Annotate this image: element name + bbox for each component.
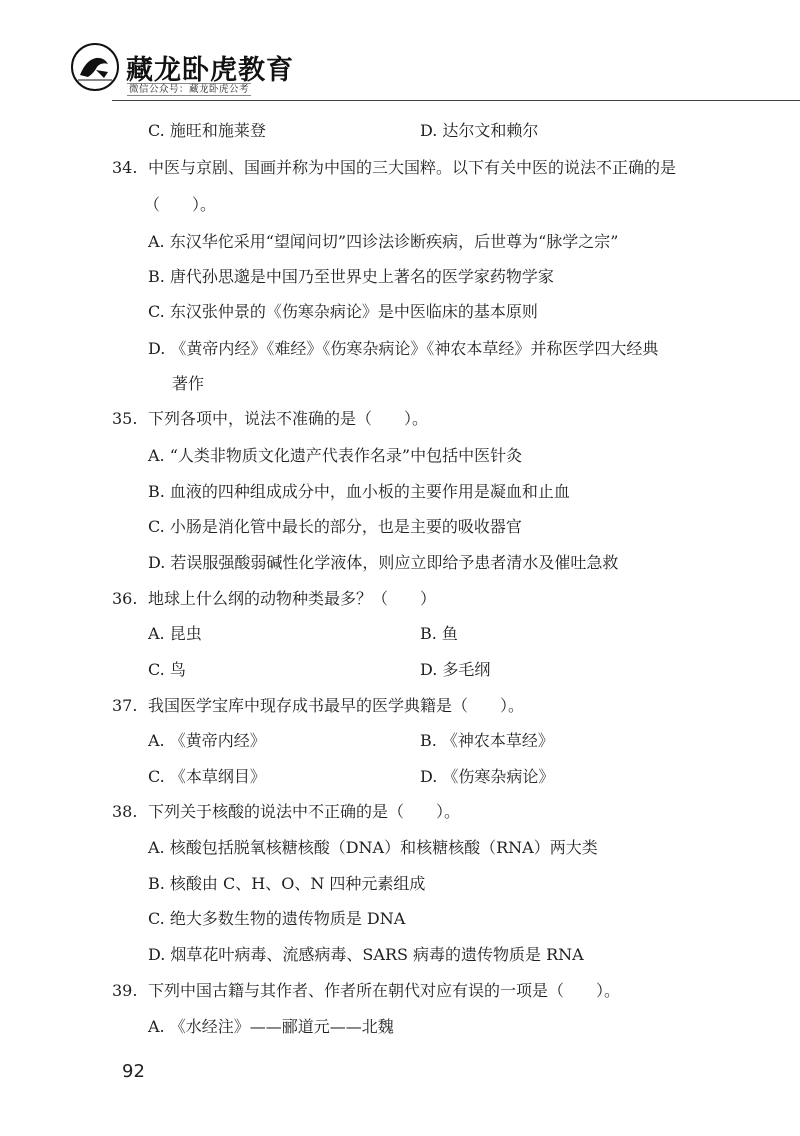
option-c: C. 施旺和施莱登 — [148, 121, 266, 140]
option-c: C. 绝大多数生物的遗传物质是 DNA — [148, 909, 406, 928]
option-b: B. 血液的四种组成成分中，血小板的主要作用是凝血和止血 — [148, 482, 570, 501]
option-b: B. 唐代孙思邈是中国乃至世界史上著名的医学家药物学家 — [148, 267, 554, 286]
option-a: A. “人类非物质文化遗产代表作名录”中包括中医针灸 — [148, 446, 523, 465]
option-b: B. 《神农本草经》 — [420, 731, 554, 750]
question-stem-cont: （ ）。 — [144, 195, 217, 214]
option-d: D. 《黄帝内经》《难经》《伤寒杂病论》《神农本草经》并称医学四大经典 — [148, 339, 659, 358]
option-c: C. 鸟 — [148, 660, 186, 679]
option-d: D. 《伤寒杂病论》 — [420, 767, 555, 786]
question-stem: 地球上什么纲的动物种类最多？（ ） — [148, 589, 437, 608]
question-number: 39. — [112, 981, 138, 1000]
option-d: D. 多毛纲 — [420, 660, 491, 679]
option-a: A. 昆虫 — [148, 624, 202, 643]
page-number: 92 — [122, 1061, 145, 1082]
page-header — [0, 0, 800, 104]
question-number: 38. — [112, 802, 138, 821]
option-d: D. 烟草花叶病毒、流感病毒、SARS 病毒的遗传物质是 RNA — [148, 945, 584, 964]
question-stem: 下列关于核酸的说法中不正确的是（ ）。 — [148, 802, 461, 821]
option-c: C. 东汉张仲景的《伤寒杂病论》是中医临床的基本原则 — [148, 302, 538, 321]
option-c: C. 《本草纲目》 — [148, 767, 266, 786]
question-number: 37. — [112, 696, 138, 715]
option-a: A. 东汉华佗采用“望闻问切”四诊法诊断疾病，后世尊为“脉学之宗” — [148, 232, 619, 251]
option-c: C. 小肠是消化管中最长的部分，也是主要的吸收器官 — [148, 517, 522, 536]
option-a: A. 《黄帝内经》 — [148, 731, 266, 750]
option-d: D. 若误服强酸弱碱性化学液体，则应立即给予患者清水及催吐急救 — [148, 553, 619, 572]
option-d-cont: 著作 — [172, 374, 205, 393]
question-number: 35. — [112, 409, 138, 428]
question-stem: 我国医学宝库中现存成书最早的医学典籍是（ ）。 — [148, 696, 525, 715]
brand-subtitle: 微信公众号：藏龙卧虎公考 — [129, 84, 250, 95]
option-a: A. 《水经注》——郦道元——北魏 — [148, 1017, 394, 1036]
question-number: 34. — [112, 158, 138, 177]
option-b: B. 核酸由 C、H、O、N 四种元素组成 — [148, 874, 426, 893]
question-stem: 下列中国古籍与其作者、作者所在朝代对应有误的一项是（ ）。 — [148, 981, 621, 1000]
header-divider — [112, 100, 800, 101]
question-stem: 中医与京剧、国画并称为中国的三大国粹。以下有关中医的说法不正确的是 — [148, 158, 677, 177]
brand-logo-icon — [70, 42, 120, 92]
question-number: 36. — [112, 589, 138, 608]
option-a: A. 核酸包括脱氧核糖核酸（DNA）和核糖核酸（RNA）两大类 — [148, 838, 598, 857]
option-b: B. 鱼 — [420, 624, 458, 643]
option-d: D. 达尔文和赖尔 — [420, 121, 539, 140]
question-stem: 下列各项中，说法不准确的是（ ）。 — [148, 409, 429, 428]
brand-title: 藏龙卧虎教育 — [126, 55, 294, 86]
